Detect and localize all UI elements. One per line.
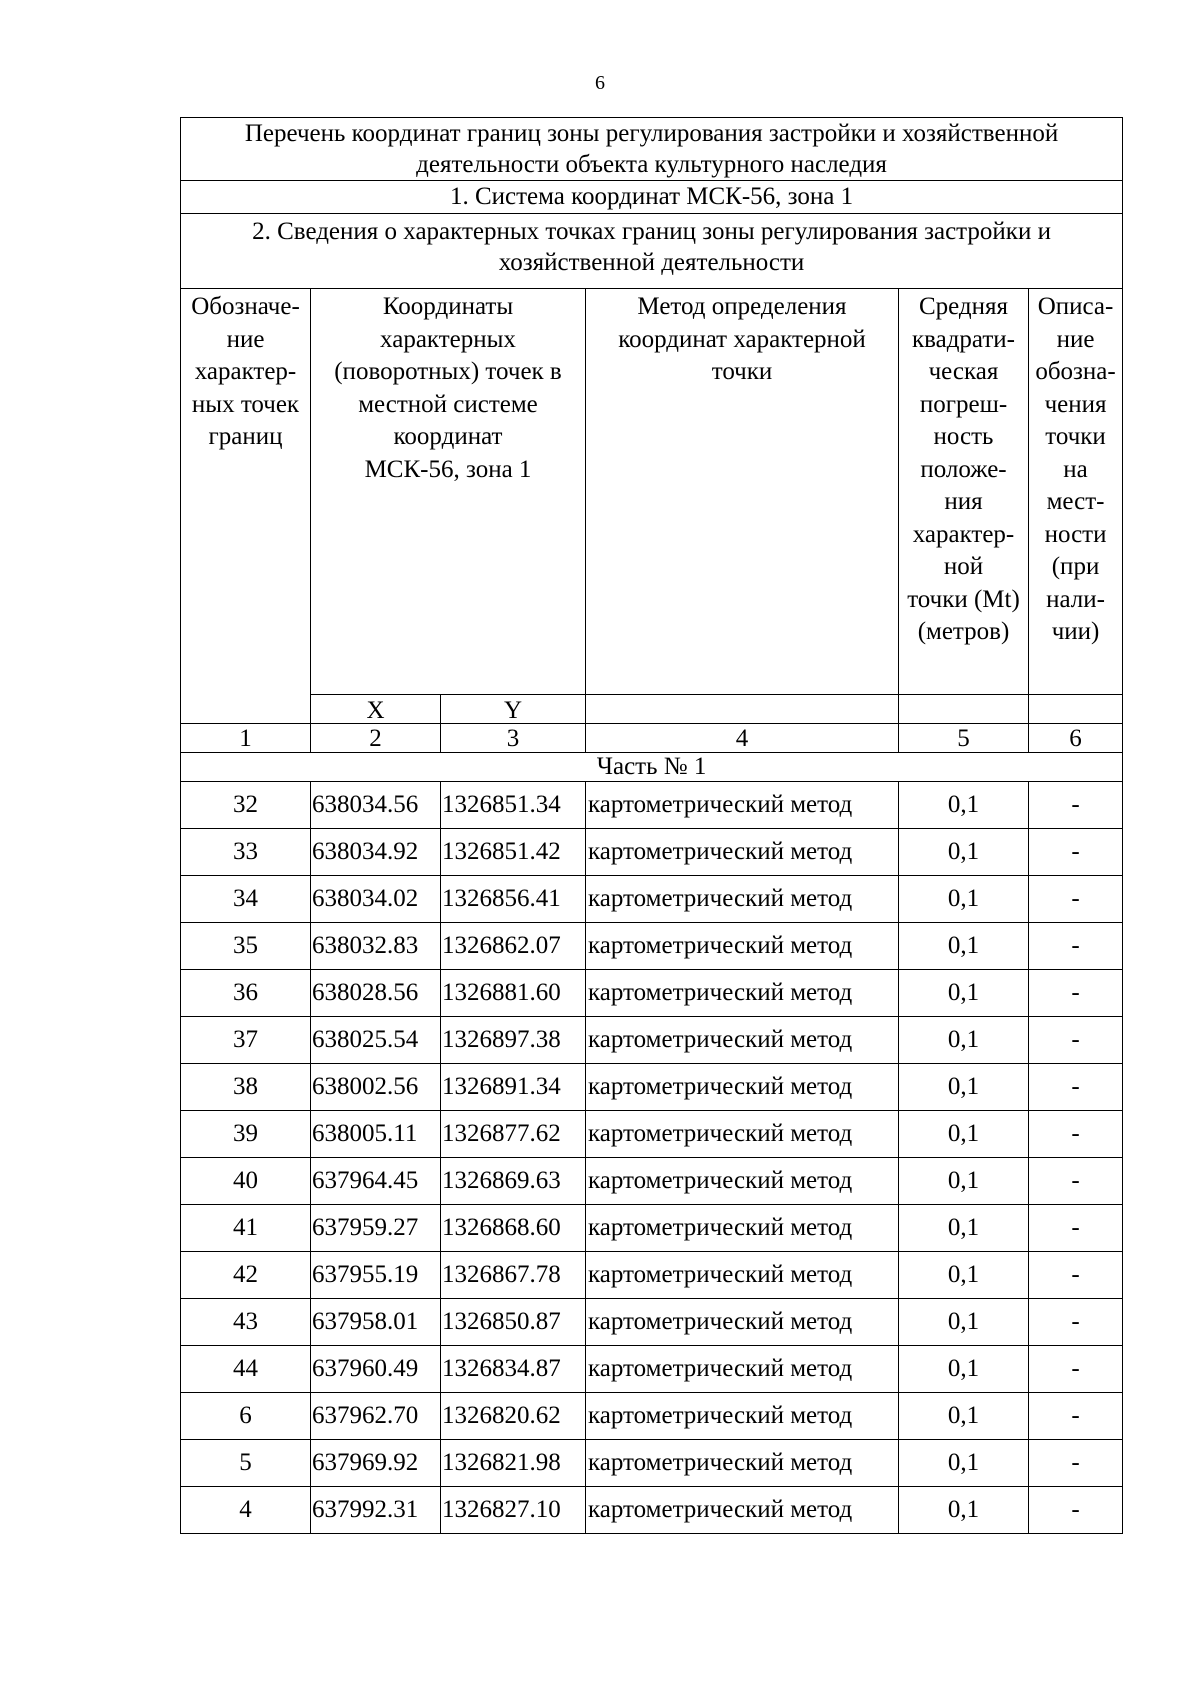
x-coordinate-cell: 637962.70 [311,1393,441,1440]
header-line: границ [208,423,283,450]
point-cell: 38 [181,1064,311,1111]
mean-error-cell: 0,1 [899,876,1029,923]
header-line: (поворотных) точек в [334,358,562,385]
y-coordinate-cell: 1326821.98 [441,1440,586,1487]
mean-error-cell: 0,1 [899,1252,1029,1299]
description-cell: - [1029,1440,1123,1487]
point-cell: 36 [181,970,311,1017]
table-row [181,1158,1123,1205]
point-cell: 6 [181,1393,311,1440]
mean-error-cell: 0,1 [899,1346,1029,1393]
header-line: (при [1051,553,1100,580]
mean-error-cell: 0,1 [899,1017,1029,1064]
y-coordinate-cell: 1326851.42 [441,829,586,876]
method-cell: картометрический метод [586,970,899,1017]
description-cell: - [1029,970,1123,1017]
header-line: характерных [380,325,516,353]
table-row [181,1205,1123,1252]
description-cell: - [1029,1017,1123,1064]
header-line: на [1063,455,1088,483]
header-mean-error-sub [899,695,1029,724]
header-mean-error [899,289,1029,695]
header-point-designation [181,289,311,724]
y-coordinate-cell: 1326867.78 [441,1252,586,1299]
y-coordinate-cell: 1326850.87 [441,1299,586,1346]
x-coordinate-cell: 637969.92 [311,1440,441,1487]
point-cell: 37 [181,1017,311,1064]
header-y: Y [441,695,586,724]
header-line: обозна- [1035,358,1116,385]
header-line: ных точек [191,390,300,418]
y-coordinate-cell: 1326820.62 [441,1393,586,1440]
header-line: характер- [912,520,1015,548]
mean-error-cell: 0,1 [899,1440,1029,1487]
table-row [181,1017,1123,1064]
y-coordinate-cell: 1326897.38 [441,1017,586,1064]
method-cell: картометрический метод [586,1205,899,1252]
coordinates-table [180,117,1123,1534]
point-cell: 35 [181,923,311,970]
mean-error-cell: 0,1 [899,1111,1029,1158]
description-cell: - [1029,829,1123,876]
header-line: ной [943,553,984,580]
point-cell: 39 [181,1111,311,1158]
method-cell: картометрический метод [586,1252,899,1299]
header-line: характер- [194,358,297,385]
description-cell: - [1029,923,1123,970]
header-line: местной системе [358,390,538,418]
x-coordinate-cell: 638034.56 [311,782,441,829]
header-line: ности [1044,520,1107,548]
mean-error-cell: 0,1 [899,1205,1029,1252]
y-coordinate-cell: 1326862.07 [441,923,586,970]
x-coordinate-cell: 638034.02 [311,876,441,923]
description-cell: - [1029,1346,1123,1393]
coord-system-label: 1. Система координат МСК-56, зона 1 [181,181,1123,214]
table-row [181,876,1123,923]
x-coordinate-cell: 638028.56 [311,970,441,1017]
table-row [181,1252,1123,1299]
header-line: погреш- [919,390,1008,418]
mean-error-cell: 0,1 [899,1158,1029,1205]
description-cell: - [1029,1111,1123,1158]
table-title: Перечень координат границ зоны регулирования застройки и хозяйственной деятельности объекта культурного наследия [181,118,1123,181]
table-row [181,1487,1123,1534]
description-cell: - [1029,876,1123,923]
y-coordinate-cell: 1326827.10 [441,1487,586,1534]
column-number: 4 [586,724,899,753]
header-method-sub [586,695,899,724]
description-cell: - [1029,782,1123,829]
x-coordinate-cell: 638034.92 [311,829,441,876]
column-number: 1 [181,724,311,753]
header-description [1029,289,1123,695]
y-coordinate-cell: 1326869.63 [441,1158,586,1205]
method-cell: картометрический метод [586,829,899,876]
y-coordinate-cell: 1326834.87 [441,1346,586,1393]
page-number: 6 [595,72,605,94]
method-cell: картометрический метод [586,782,899,829]
table-row [181,970,1123,1017]
x-coordinate-cell: 638002.56 [311,1064,441,1111]
x-coordinate-cell: 637958.01 [311,1299,441,1346]
mean-error-cell: 0,1 [899,1487,1029,1534]
column-number: 3 [441,724,586,753]
x-coordinate-cell: 637992.31 [311,1487,441,1534]
header-line: ния [944,488,983,515]
header-method [586,289,899,695]
x-coordinate-cell: 638005.11 [311,1111,441,1158]
method-cell: картометрический метод [586,1393,899,1440]
method-cell: картометрический метод [586,1158,899,1205]
table-row [181,1064,1123,1111]
point-cell: 43 [181,1299,311,1346]
column-number: 5 [899,724,1029,753]
table-row [181,1440,1123,1487]
mean-error-cell: 0,1 [899,1393,1029,1440]
header-line: Обозначе- [191,293,300,320]
description-cell: - [1029,1487,1123,1534]
header-line: Описа- [1037,293,1114,320]
point-cell: 4 [181,1487,311,1534]
description-cell: - [1029,1299,1123,1346]
header-line: МСК-56, зона 1 [364,455,532,483]
header-line: координат [393,423,503,450]
description-cell: - [1029,1205,1123,1252]
table-row [181,1111,1123,1158]
table-row [181,1393,1123,1440]
header-line: чения [1044,390,1107,418]
point-cell: 34 [181,876,311,923]
header-description-sub [1029,695,1123,724]
header-line: Координаты [382,293,514,320]
header-line: мест- [1046,488,1105,515]
mean-error-cell: 0,1 [899,1064,1029,1111]
point-cell: 33 [181,829,311,876]
method-cell: картометрический метод [586,923,899,970]
table-row [181,1346,1123,1393]
mean-error-cell: 0,1 [899,970,1029,1017]
header-x: X [311,695,441,724]
point-cell: 44 [181,1346,311,1393]
description-cell: - [1029,1064,1123,1111]
method-cell: картометрический метод [586,1017,899,1064]
mean-error-cell: 0,1 [899,1299,1029,1346]
y-coordinate-cell: 1326881.60 [441,970,586,1017]
method-cell: картометрический метод [586,1440,899,1487]
section-title: 2. Сведения о характерных точках границ зоны регулирования застройки и хозяйственной деятельности [181,214,1123,289]
point-cell: 32 [181,782,311,829]
point-cell: 42 [181,1252,311,1299]
column-number: 2 [311,724,441,753]
header-line: точки [711,358,773,385]
description-cell: - [1029,1252,1123,1299]
header-line: Метод определения [637,293,847,320]
method-cell: картометрический метод [586,1299,899,1346]
table-row [181,1299,1123,1346]
header-line: ческая [928,358,999,385]
y-coordinate-cell: 1326851.34 [441,782,586,829]
header-line: Средняя [918,293,1009,320]
header-line: положе- [920,455,1007,483]
header-line: квадрати- [911,325,1015,353]
header-coordinates [311,289,586,695]
table-row [181,782,1123,829]
y-coordinate-cell: 1326877.62 [441,1111,586,1158]
table-row [181,923,1123,970]
mean-error-cell: 0,1 [899,923,1029,970]
table-row [181,829,1123,876]
method-cell: картометрический метод [586,1487,899,1534]
x-coordinate-cell: 637960.49 [311,1346,441,1393]
header-line: ние [226,325,265,353]
header-line: ние [1056,325,1095,353]
header-line: чии) [1051,618,1100,645]
method-cell: картометрический метод [586,1346,899,1393]
header-line: нали- [1046,585,1105,613]
method-cell: картометрический метод [586,876,899,923]
x-coordinate-cell: 638025.54 [311,1017,441,1064]
method-cell: картометрический метод [586,1064,899,1111]
point-cell: 40 [181,1158,311,1205]
mean-error-cell: 0,1 [899,829,1029,876]
header-line: координат характерной [618,325,866,353]
y-coordinate-cell: 1326891.34 [441,1064,586,1111]
method-cell: картометрический метод [586,1111,899,1158]
header-line: ность [933,423,994,450]
header-line: точки [1045,423,1106,450]
column-number: 6 [1029,724,1123,753]
header-line: точки (Mt) [907,585,1020,613]
mean-error-cell: 0,1 [899,782,1029,829]
x-coordinate-cell: 637959.27 [311,1205,441,1252]
description-cell: - [1029,1393,1123,1440]
y-coordinate-cell: 1326856.41 [441,876,586,923]
point-cell: 41 [181,1205,311,1252]
part-label: Часть № 1 [181,753,1123,782]
point-cell: 5 [181,1440,311,1487]
x-coordinate-cell: 637964.45 [311,1158,441,1205]
header-line: (метров) [917,618,1010,645]
y-coordinate-cell: 1326868.60 [441,1205,586,1252]
description-cell: - [1029,1158,1123,1205]
x-coordinate-cell: 637955.19 [311,1252,441,1299]
x-coordinate-cell: 638032.83 [311,923,441,970]
